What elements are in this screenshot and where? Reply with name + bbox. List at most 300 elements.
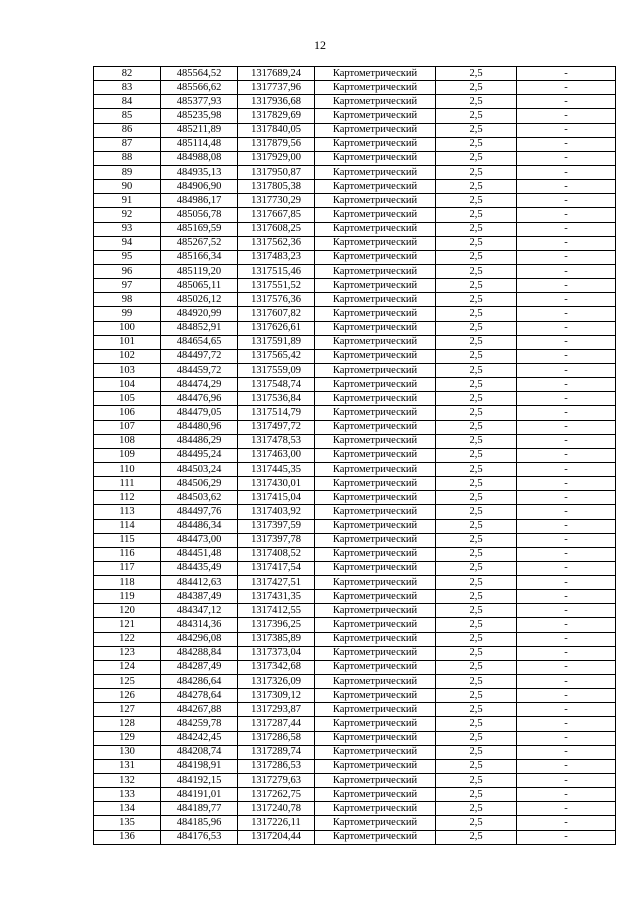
x-coordinate-cell: 484387,49 bbox=[161, 590, 238, 604]
y-coordinate-cell: 1317576,36 bbox=[238, 293, 315, 307]
table-row bbox=[94, 448, 616, 462]
point-number-cell: 123 bbox=[94, 646, 161, 660]
extra-cell: - bbox=[517, 264, 616, 278]
method-cell: Картометрический bbox=[315, 477, 436, 491]
page-number: 12 bbox=[314, 38, 326, 52]
x-coordinate-cell: 484986,17 bbox=[161, 194, 238, 208]
point-number-cell: 115 bbox=[94, 533, 161, 547]
table-row bbox=[94, 392, 616, 406]
extra-cell: - bbox=[517, 307, 616, 321]
extra-cell: - bbox=[517, 137, 616, 151]
accuracy-cell: 2,5 bbox=[436, 533, 517, 547]
coordinates-table bbox=[93, 66, 616, 845]
table-row bbox=[94, 632, 616, 646]
table-row bbox=[94, 618, 616, 632]
y-coordinate-cell: 1317408,52 bbox=[238, 547, 315, 561]
method-cell: Картометрический bbox=[315, 293, 436, 307]
extra-cell: - bbox=[517, 363, 616, 377]
accuracy-cell: 2,5 bbox=[436, 576, 517, 590]
extra-cell: - bbox=[517, 392, 616, 406]
method-cell: Картометрический bbox=[315, 321, 436, 335]
x-coordinate-cell: 484476,96 bbox=[161, 392, 238, 406]
point-number-cell: 113 bbox=[94, 505, 161, 519]
method-cell: Картометрический bbox=[315, 759, 436, 773]
accuracy-cell: 2,5 bbox=[436, 774, 517, 788]
table-row bbox=[94, 293, 616, 307]
y-coordinate-cell: 1317950,87 bbox=[238, 165, 315, 179]
table-row bbox=[94, 533, 616, 547]
table-row bbox=[94, 604, 616, 618]
y-coordinate-cell: 1317805,38 bbox=[238, 180, 315, 194]
y-coordinate-cell: 1317737,96 bbox=[238, 81, 315, 95]
method-cell: Картометрический bbox=[315, 222, 436, 236]
x-coordinate-cell: 484191,01 bbox=[161, 788, 238, 802]
accuracy-cell: 2,5 bbox=[436, 505, 517, 519]
accuracy-cell: 2,5 bbox=[436, 264, 517, 278]
table-row bbox=[94, 180, 616, 194]
method-cell: Картометрический bbox=[315, 208, 436, 222]
accuracy-cell: 2,5 bbox=[436, 491, 517, 505]
method-cell: Картометрический bbox=[315, 703, 436, 717]
accuracy-cell: 2,5 bbox=[436, 731, 517, 745]
point-number-cell: 98 bbox=[94, 293, 161, 307]
y-coordinate-cell: 1317562,36 bbox=[238, 236, 315, 250]
accuracy-cell: 2,5 bbox=[436, 406, 517, 420]
point-number-cell: 82 bbox=[94, 67, 161, 81]
accuracy-cell: 2,5 bbox=[436, 392, 517, 406]
accuracy-cell: 2,5 bbox=[436, 95, 517, 109]
point-number-cell: 109 bbox=[94, 448, 161, 462]
extra-cell: - bbox=[517, 180, 616, 194]
table-row bbox=[94, 81, 616, 95]
extra-cell: - bbox=[517, 109, 616, 123]
accuracy-cell: 2,5 bbox=[436, 675, 517, 689]
accuracy-cell: 2,5 bbox=[436, 802, 517, 816]
accuracy-cell: 2,5 bbox=[436, 448, 517, 462]
y-coordinate-cell: 1317286,58 bbox=[238, 731, 315, 745]
table-row bbox=[94, 137, 616, 151]
x-coordinate-cell: 484506,29 bbox=[161, 477, 238, 491]
table-row bbox=[94, 165, 616, 179]
extra-cell: - bbox=[517, 788, 616, 802]
method-cell: Картометрический bbox=[315, 816, 436, 830]
point-number-cell: 89 bbox=[94, 165, 161, 179]
point-number-cell: 129 bbox=[94, 731, 161, 745]
accuracy-cell: 2,5 bbox=[436, 349, 517, 363]
table-row bbox=[94, 477, 616, 491]
y-coordinate-cell: 1317929,00 bbox=[238, 151, 315, 165]
accuracy-cell: 2,5 bbox=[436, 137, 517, 151]
y-coordinate-cell: 1317415,04 bbox=[238, 491, 315, 505]
extra-cell: - bbox=[517, 759, 616, 773]
accuracy-cell: 2,5 bbox=[436, 123, 517, 137]
method-cell: Картометрический bbox=[315, 618, 436, 632]
method-cell: Картометрический bbox=[315, 802, 436, 816]
point-number-cell: 111 bbox=[94, 477, 161, 491]
x-coordinate-cell: 484242,45 bbox=[161, 731, 238, 745]
x-coordinate-cell: 485267,52 bbox=[161, 236, 238, 250]
accuracy-cell: 2,5 bbox=[436, 477, 517, 491]
extra-cell: - bbox=[517, 95, 616, 109]
x-coordinate-cell: 484473,00 bbox=[161, 533, 238, 547]
x-coordinate-cell: 484192,15 bbox=[161, 774, 238, 788]
y-coordinate-cell: 1317840,05 bbox=[238, 123, 315, 137]
extra-cell: - bbox=[517, 604, 616, 618]
method-cell: Картометрический bbox=[315, 590, 436, 604]
method-cell: Картометрический bbox=[315, 646, 436, 660]
point-number-cell: 85 bbox=[94, 109, 161, 123]
extra-cell: - bbox=[517, 208, 616, 222]
y-coordinate-cell: 1317417,54 bbox=[238, 561, 315, 575]
accuracy-cell: 2,5 bbox=[436, 788, 517, 802]
table-row bbox=[94, 561, 616, 575]
table-row bbox=[94, 208, 616, 222]
method-cell: Картометрический bbox=[315, 279, 436, 293]
extra-cell: - bbox=[517, 222, 616, 236]
extra-cell: - bbox=[517, 590, 616, 604]
x-coordinate-cell: 484259,78 bbox=[161, 717, 238, 731]
point-number-cell: 134 bbox=[94, 802, 161, 816]
accuracy-cell: 2,5 bbox=[436, 67, 517, 81]
x-coordinate-cell: 484288,84 bbox=[161, 646, 238, 660]
point-number-cell: 105 bbox=[94, 392, 161, 406]
x-coordinate-cell: 484185,96 bbox=[161, 816, 238, 830]
point-number-cell: 83 bbox=[94, 81, 161, 95]
point-number-cell: 104 bbox=[94, 378, 161, 392]
accuracy-cell: 2,5 bbox=[436, 363, 517, 377]
point-number-cell: 101 bbox=[94, 335, 161, 349]
extra-cell: - bbox=[517, 151, 616, 165]
point-number-cell: 133 bbox=[94, 788, 161, 802]
coordinates-table-body bbox=[94, 67, 616, 845]
method-cell: Картометрический bbox=[315, 194, 436, 208]
table-row bbox=[94, 236, 616, 250]
y-coordinate-cell: 1317431,35 bbox=[238, 590, 315, 604]
x-coordinate-cell: 485235,98 bbox=[161, 109, 238, 123]
y-coordinate-cell: 1317608,25 bbox=[238, 222, 315, 236]
extra-cell: - bbox=[517, 349, 616, 363]
point-number-cell: 87 bbox=[94, 137, 161, 151]
accuracy-cell: 2,5 bbox=[436, 378, 517, 392]
point-number-cell: 107 bbox=[94, 420, 161, 434]
method-cell: Картометрический bbox=[315, 95, 436, 109]
y-coordinate-cell: 1317667,85 bbox=[238, 208, 315, 222]
x-coordinate-cell: 485065,11 bbox=[161, 279, 238, 293]
point-number-cell: 135 bbox=[94, 816, 161, 830]
extra-cell: - bbox=[517, 448, 616, 462]
extra-cell: - bbox=[517, 335, 616, 349]
y-coordinate-cell: 1317607,82 bbox=[238, 307, 315, 321]
y-coordinate-cell: 1317445,35 bbox=[238, 462, 315, 476]
y-coordinate-cell: 1317385,89 bbox=[238, 632, 315, 646]
x-coordinate-cell: 484347,12 bbox=[161, 604, 238, 618]
extra-cell: - bbox=[517, 434, 616, 448]
x-coordinate-cell: 485211,89 bbox=[161, 123, 238, 137]
accuracy-cell: 2,5 bbox=[436, 590, 517, 604]
y-coordinate-cell: 1317309,12 bbox=[238, 689, 315, 703]
y-coordinate-cell: 1317226,11 bbox=[238, 816, 315, 830]
extra-cell: - bbox=[517, 632, 616, 646]
accuracy-cell: 2,5 bbox=[436, 321, 517, 335]
extra-cell: - bbox=[517, 745, 616, 759]
y-coordinate-cell: 1317936,68 bbox=[238, 95, 315, 109]
point-number-cell: 97 bbox=[94, 279, 161, 293]
accuracy-cell: 2,5 bbox=[436, 236, 517, 250]
point-number-cell: 100 bbox=[94, 321, 161, 335]
y-coordinate-cell: 1317396,25 bbox=[238, 618, 315, 632]
extra-cell: - bbox=[517, 236, 616, 250]
extra-cell: - bbox=[517, 67, 616, 81]
point-number-cell: 88 bbox=[94, 151, 161, 165]
table-row bbox=[94, 250, 616, 264]
x-coordinate-cell: 485566,62 bbox=[161, 81, 238, 95]
table-row bbox=[94, 590, 616, 604]
method-cell: Картометрический bbox=[315, 675, 436, 689]
extra-cell: - bbox=[517, 533, 616, 547]
method-cell: Картометрический bbox=[315, 774, 436, 788]
x-coordinate-cell: 484176,53 bbox=[161, 830, 238, 844]
y-coordinate-cell: 1317478,53 bbox=[238, 434, 315, 448]
y-coordinate-cell: 1317430,01 bbox=[238, 477, 315, 491]
table-row bbox=[94, 816, 616, 830]
extra-cell: - bbox=[517, 802, 616, 816]
table-row bbox=[94, 802, 616, 816]
extra-cell: - bbox=[517, 675, 616, 689]
accuracy-cell: 2,5 bbox=[436, 717, 517, 731]
y-coordinate-cell: 1317287,44 bbox=[238, 717, 315, 731]
x-coordinate-cell: 484198,91 bbox=[161, 759, 238, 773]
x-coordinate-cell: 484497,72 bbox=[161, 349, 238, 363]
y-coordinate-cell: 1317326,09 bbox=[238, 675, 315, 689]
point-number-cell: 119 bbox=[94, 590, 161, 604]
method-cell: Картометрический bbox=[315, 81, 436, 95]
table-row bbox=[94, 646, 616, 660]
y-coordinate-cell: 1317403,92 bbox=[238, 505, 315, 519]
extra-cell: - bbox=[517, 646, 616, 660]
extra-cell: - bbox=[517, 406, 616, 420]
point-number-cell: 132 bbox=[94, 774, 161, 788]
table-row bbox=[94, 731, 616, 745]
point-number-cell: 131 bbox=[94, 759, 161, 773]
extra-cell: - bbox=[517, 830, 616, 844]
y-coordinate-cell: 1317515,46 bbox=[238, 264, 315, 278]
point-number-cell: 116 bbox=[94, 547, 161, 561]
x-coordinate-cell: 485026,12 bbox=[161, 293, 238, 307]
y-coordinate-cell: 1317879,56 bbox=[238, 137, 315, 151]
accuracy-cell: 2,5 bbox=[436, 81, 517, 95]
x-coordinate-cell: 484497,76 bbox=[161, 505, 238, 519]
x-coordinate-cell: 484495,24 bbox=[161, 448, 238, 462]
accuracy-cell: 2,5 bbox=[436, 109, 517, 123]
x-coordinate-cell: 484296,08 bbox=[161, 632, 238, 646]
table-row bbox=[94, 123, 616, 137]
accuracy-cell: 2,5 bbox=[436, 703, 517, 717]
extra-cell: - bbox=[517, 81, 616, 95]
y-coordinate-cell: 1317342,68 bbox=[238, 660, 315, 674]
method-cell: Картометрический bbox=[315, 109, 436, 123]
extra-cell: - bbox=[517, 505, 616, 519]
extra-cell: - bbox=[517, 194, 616, 208]
table-row bbox=[94, 660, 616, 674]
table-row bbox=[94, 420, 616, 434]
point-number-cell: 91 bbox=[94, 194, 161, 208]
point-number-cell: 128 bbox=[94, 717, 161, 731]
y-coordinate-cell: 1317483,23 bbox=[238, 250, 315, 264]
method-cell: Картометрический bbox=[315, 505, 436, 519]
point-number-cell: 120 bbox=[94, 604, 161, 618]
table-row bbox=[94, 717, 616, 731]
extra-cell: - bbox=[517, 165, 616, 179]
method-cell: Картометрический bbox=[315, 689, 436, 703]
method-cell: Картометрический bbox=[315, 123, 436, 137]
method-cell: Картометрический bbox=[315, 151, 436, 165]
y-coordinate-cell: 1317427,51 bbox=[238, 576, 315, 590]
method-cell: Картометрический bbox=[315, 533, 436, 547]
y-coordinate-cell: 1317829,69 bbox=[238, 109, 315, 123]
y-coordinate-cell: 1317397,59 bbox=[238, 519, 315, 533]
y-coordinate-cell: 1317559,09 bbox=[238, 363, 315, 377]
point-number-cell: 94 bbox=[94, 236, 161, 250]
accuracy-cell: 2,5 bbox=[436, 519, 517, 533]
point-number-cell: 125 bbox=[94, 675, 161, 689]
point-number-cell: 90 bbox=[94, 180, 161, 194]
method-cell: Картометрический bbox=[315, 307, 436, 321]
method-cell: Картометрический bbox=[315, 137, 436, 151]
x-coordinate-cell: 484451,48 bbox=[161, 547, 238, 561]
table-row bbox=[94, 505, 616, 519]
y-coordinate-cell: 1317240,78 bbox=[238, 802, 315, 816]
method-cell: Картометрический bbox=[315, 335, 436, 349]
y-coordinate-cell: 1317497,72 bbox=[238, 420, 315, 434]
y-coordinate-cell: 1317689,24 bbox=[238, 67, 315, 81]
method-cell: Картометрический bbox=[315, 561, 436, 575]
point-number-cell: 96 bbox=[94, 264, 161, 278]
extra-cell: - bbox=[517, 250, 616, 264]
x-coordinate-cell: 484486,29 bbox=[161, 434, 238, 448]
extra-cell: - bbox=[517, 491, 616, 505]
extra-cell: - bbox=[517, 321, 616, 335]
accuracy-cell: 2,5 bbox=[436, 194, 517, 208]
method-cell: Картометрический bbox=[315, 392, 436, 406]
x-coordinate-cell: 484459,72 bbox=[161, 363, 238, 377]
x-coordinate-cell: 484189,77 bbox=[161, 802, 238, 816]
method-cell: Картометрический bbox=[315, 462, 436, 476]
point-number-cell: 106 bbox=[94, 406, 161, 420]
extra-cell: - bbox=[517, 731, 616, 745]
extra-cell: - bbox=[517, 618, 616, 632]
table-row bbox=[94, 774, 616, 788]
method-cell: Картометрический bbox=[315, 491, 436, 505]
table-row bbox=[94, 788, 616, 802]
point-number-cell: 110 bbox=[94, 462, 161, 476]
accuracy-cell: 2,5 bbox=[436, 689, 517, 703]
method-cell: Картометрический bbox=[315, 250, 436, 264]
extra-cell: - bbox=[517, 378, 616, 392]
table-row bbox=[94, 349, 616, 363]
accuracy-cell: 2,5 bbox=[436, 307, 517, 321]
accuracy-cell: 2,5 bbox=[436, 547, 517, 561]
table-row bbox=[94, 109, 616, 123]
extra-cell: - bbox=[517, 123, 616, 137]
table-row bbox=[94, 264, 616, 278]
extra-cell: - bbox=[517, 774, 616, 788]
x-coordinate-cell: 484286,64 bbox=[161, 675, 238, 689]
table-row bbox=[94, 335, 616, 349]
accuracy-cell: 2,5 bbox=[436, 222, 517, 236]
table-row bbox=[94, 675, 616, 689]
accuracy-cell: 2,5 bbox=[436, 420, 517, 434]
table-row bbox=[94, 279, 616, 293]
point-number-cell: 93 bbox=[94, 222, 161, 236]
table-row bbox=[94, 491, 616, 505]
accuracy-cell: 2,5 bbox=[436, 434, 517, 448]
y-coordinate-cell: 1317397,78 bbox=[238, 533, 315, 547]
y-coordinate-cell: 1317591,89 bbox=[238, 335, 315, 349]
y-coordinate-cell: 1317293,87 bbox=[238, 703, 315, 717]
point-number-cell: 84 bbox=[94, 95, 161, 109]
point-number-cell: 130 bbox=[94, 745, 161, 759]
y-coordinate-cell: 1317262,75 bbox=[238, 788, 315, 802]
y-coordinate-cell: 1317412,55 bbox=[238, 604, 315, 618]
table-row bbox=[94, 95, 616, 109]
table-row bbox=[94, 519, 616, 533]
x-coordinate-cell: 484278,64 bbox=[161, 689, 238, 703]
table-row bbox=[94, 151, 616, 165]
extra-cell: - bbox=[517, 576, 616, 590]
x-coordinate-cell: 485166,34 bbox=[161, 250, 238, 264]
x-coordinate-cell: 484988,08 bbox=[161, 151, 238, 165]
x-coordinate-cell: 485056,78 bbox=[161, 208, 238, 222]
x-coordinate-cell: 485119,20 bbox=[161, 264, 238, 278]
x-coordinate-cell: 484654,65 bbox=[161, 335, 238, 349]
extra-cell: - bbox=[517, 660, 616, 674]
method-cell: Картометрический bbox=[315, 604, 436, 618]
x-coordinate-cell: 484503,24 bbox=[161, 462, 238, 476]
x-coordinate-cell: 484480,96 bbox=[161, 420, 238, 434]
accuracy-cell: 2,5 bbox=[436, 759, 517, 773]
x-coordinate-cell: 484208,74 bbox=[161, 745, 238, 759]
method-cell: Картометрический bbox=[315, 519, 436, 533]
x-coordinate-cell: 484479,05 bbox=[161, 406, 238, 420]
point-number-cell: 127 bbox=[94, 703, 161, 717]
table-row bbox=[94, 547, 616, 561]
method-cell: Картометрический bbox=[315, 264, 436, 278]
x-coordinate-cell: 484935,13 bbox=[161, 165, 238, 179]
x-coordinate-cell: 484906,90 bbox=[161, 180, 238, 194]
method-cell: Картометрический bbox=[315, 731, 436, 745]
y-coordinate-cell: 1317551,52 bbox=[238, 279, 315, 293]
x-coordinate-cell: 485114,48 bbox=[161, 137, 238, 151]
x-coordinate-cell: 484852,91 bbox=[161, 321, 238, 335]
point-number-cell: 92 bbox=[94, 208, 161, 222]
method-cell: Картометрический bbox=[315, 378, 436, 392]
method-cell: Картометрический bbox=[315, 547, 436, 561]
y-coordinate-cell: 1317626,61 bbox=[238, 321, 315, 335]
y-coordinate-cell: 1317279,63 bbox=[238, 774, 315, 788]
method-cell: Картометрический bbox=[315, 717, 436, 731]
method-cell: Картометрический bbox=[315, 745, 436, 759]
table-row bbox=[94, 406, 616, 420]
extra-cell: - bbox=[517, 689, 616, 703]
x-coordinate-cell: 485564,52 bbox=[161, 67, 238, 81]
table-row bbox=[94, 745, 616, 759]
table-row bbox=[94, 759, 616, 773]
x-coordinate-cell: 485169,59 bbox=[161, 222, 238, 236]
extra-cell: - bbox=[517, 293, 616, 307]
x-coordinate-cell: 484920,99 bbox=[161, 307, 238, 321]
method-cell: Картометрический bbox=[315, 406, 436, 420]
point-number-cell: 99 bbox=[94, 307, 161, 321]
